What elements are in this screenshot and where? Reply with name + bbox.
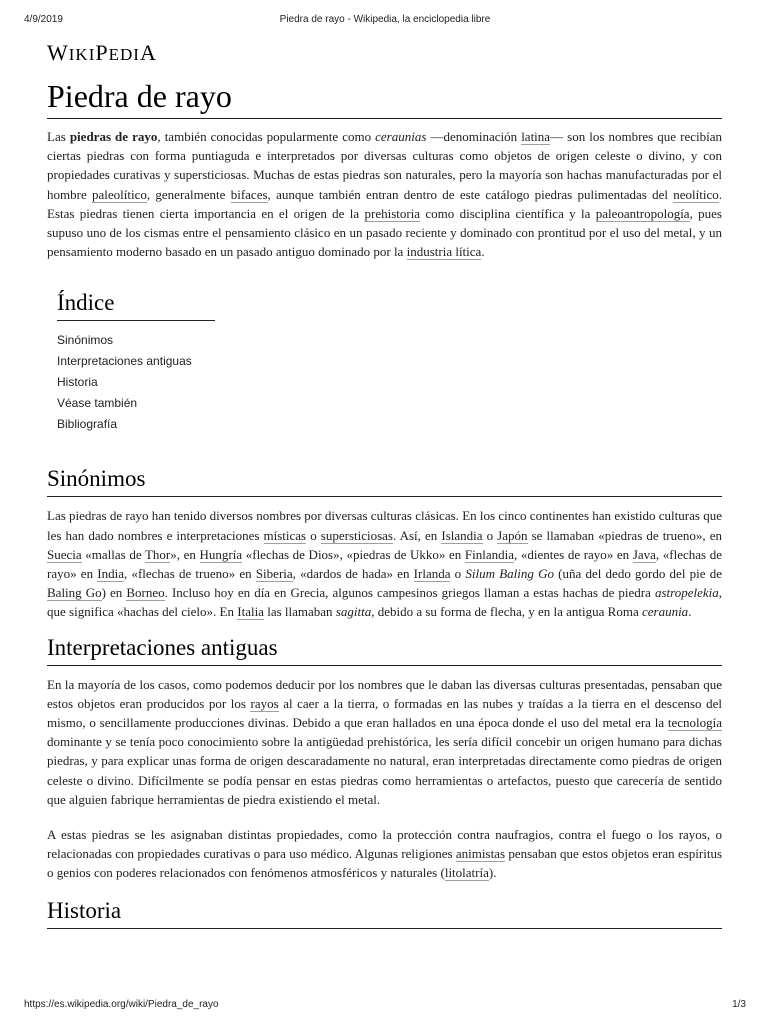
section-sinonimos (47, 465, 722, 621)
link-supersticiosas[interactable]: supersticiosas (320, 527, 393, 543)
toc-item-sinonimos[interactable]: Sinónimos (57, 333, 114, 348)
link-baling-go[interactable]: Baling Go (47, 585, 102, 601)
link-thor[interactable]: Thor (144, 546, 171, 562)
page-title: Piedra de rayo (47, 77, 722, 119)
link-misticas[interactable]: místicas (263, 527, 307, 543)
link-bifaces[interactable]: bifaces (230, 186, 268, 202)
link-neolitico[interactable]: neolítico (673, 186, 719, 202)
print-date: 4/9/2019 (24, 14, 63, 25)
section-historia (47, 897, 722, 929)
link-hungria[interactable]: Hungría (199, 546, 243, 562)
link-suecia[interactable]: Suecia (47, 546, 82, 562)
intro-paragraph: Las piedras de rayo, también conocidas popularmente como ceraunias —denominación latina— son los nombres que recibían ciertas piedras con forma puntiaguda e interpretados por diversas culturas como objetos de origen celeste o divino, y con propiedades curativas y supersticiosas. Muchas de estas piedras son naturales, pero la mayoría son hachas manufacturadas por el hombre paleolítico, generalmente bifaces, aunque también entran dentro de este catálogo piedras pulimentadas del neolítico. Estas piedras tienen cierta importancia en el origen de la prehistoria como disciplina científica y la paleoantropología, pues supuso uno de los cismas entre el pensamiento clásico en un pasado reciente y dominado con prontitud por el uso del metal, y un pensamiento moderno basado en un pasado antiguo dominado por la industria lítica. (47, 129, 722, 260)
toc-item-bibliografia[interactable]: Bibliografía (57, 417, 118, 432)
link-litolatria[interactable]: litolatría (444, 865, 489, 881)
intro-bold-term: piedras de rayo (69, 129, 158, 144)
link-india[interactable]: India (97, 566, 124, 582)
link-finlandia[interactable]: Finlandia (464, 546, 515, 562)
section-heading-sinonimos: Sinónimos (47, 465, 722, 497)
section-heading-interpretaciones: Interpretaciones antiguas (47, 634, 722, 666)
link-italia[interactable]: Italia (237, 604, 264, 620)
table-of-contents (57, 289, 215, 435)
link-animistas[interactable]: animistas (455, 846, 506, 862)
toc-item-vease-tambien[interactable]: Véase también (57, 396, 138, 411)
print-footer (24, 999, 746, 1013)
toc-item-historia[interactable]: Historia (57, 375, 98, 390)
print-header (24, 14, 746, 28)
link-latina[interactable]: latina (521, 129, 551, 144)
interpretaciones-paragraph-1: En la mayoría de los casos, como podemos deducir por los nombres que le daban las diversas culturas presentadas, pensaban que estos objetos eran producidos por los rayos al caer a la tierra, o formadas en las nubes y traídas a la tierra en el descenso del mismo, o sencillamente producciones divinas. Debido a que eran hallados en una época donde el uso del metal era la tecnología dominante y se tenía poco conocimiento sobre la antigüedad prehistórica, les sería difícil concebir un origen humano para dichas piedras, y para explicar unas forma de origen descaradamente no natural, eran interpretadas directamente como piedras de origen celeste o divino. Difícilmente se podía pensar en estas piedras como herramientas o artefactos, puesto que carecería de sentido que alguien fabrique herramientas de piedra existiendo el metal. (47, 676, 722, 807)
link-borneo[interactable]: Borneo (126, 585, 165, 601)
print-url: https://es.wikipedia.org/wiki/Piedra_de_rayo (24, 999, 219, 1010)
toc-item-interpretaciones[interactable]: Interpretaciones antiguas (57, 354, 192, 369)
link-tecnologia[interactable]: tecnología (667, 715, 722, 731)
link-paleolitico[interactable]: paleolítico (92, 186, 147, 202)
wikipedia-wordmark[interactable]: WIKIPEDIA (47, 40, 157, 65)
print-page-number: 1/3 (732, 999, 746, 1010)
link-islandia[interactable]: Islandia (441, 527, 483, 543)
section-interpretaciones (47, 634, 722, 883)
link-prehistoria[interactable]: prehistoria (364, 205, 421, 221)
link-rayos[interactable]: rayos (250, 695, 279, 711)
toc-title: Índice (57, 289, 215, 321)
print-page-title: Piedra de rayo - Wikipedia, la enciclopedia libre (279, 14, 491, 25)
link-industria-litica[interactable]: industria lítica (406, 244, 482, 260)
sinonimos-paragraph: Las piedras de rayo han tenido diversos nombres por diversas culturas clásicas. En los cinco continentes han existido culturas que les han dado nombres e interpretaciones místicas o supersticiosas. Así, en Islandia o Japón se llamaban «piedras de trueno», en Suecia «mallas de Thor», en Hungría «flechas de Dios», «piedras de Ukko» en Finlandia, «dientes de rayo» en Java, «flechas de rayo» en India, «flechas de trueno» en Siberia, «dardos de hada» en Irlanda o Silum Baling Go (uña del dedo gordo del pie de Baling Go) en Borneo. Incluso hoy en día en Grecia, algunos campesinos griegos llaman a estas hachas de piedra astropelekia, que significa «hachas del cielo». En Italia las llamaban sagitta, debido a su forma de flecha, y en la antigua Roma ceraunia. (47, 508, 722, 620)
section-heading-historia: Historia (47, 897, 722, 929)
link-java[interactable]: Java (632, 546, 656, 562)
link-siberia[interactable]: Siberia (255, 566, 293, 582)
link-paleoantropologia[interactable]: paleoantropología (595, 205, 690, 221)
interpretaciones-paragraph-2: A estas piedras se les asignaban distintas propiedades, como la protección contra naufragios, contra el fuego o los rayos, o relacionadas con propiedades curativas o para uso médico. Algunas religiones animistas pensaban que estos objetos eran espíritus o genios con poderes relacionados con fenómenos atmosféricos y naturales (litolatría). (47, 827, 722, 881)
article-content (47, 40, 722, 929)
link-japon[interactable]: Japón (497, 527, 528, 543)
link-irlanda[interactable]: Irlanda (413, 566, 451, 582)
